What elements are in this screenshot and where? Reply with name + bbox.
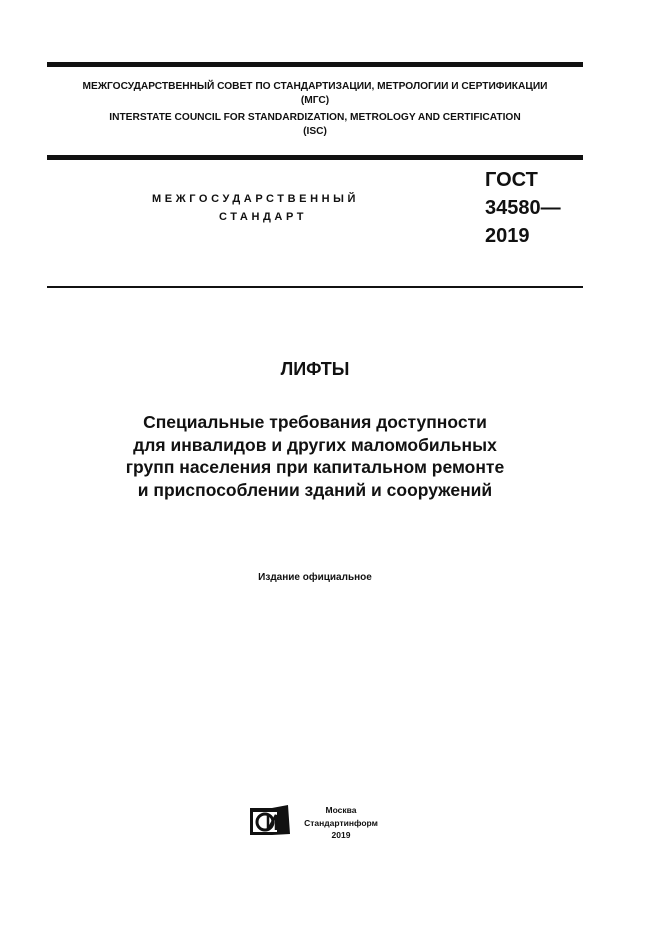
publisher-name: Стандартинформ xyxy=(304,817,378,828)
document-title: ЛИФТЫ xyxy=(280,359,350,379)
standard-type-line2: СТАНДАРТ xyxy=(219,211,308,223)
standard-type-line1: МЕЖГОСУДАРСТВЕННЫЙ xyxy=(152,193,360,205)
document-subtitle xyxy=(0,411,630,501)
publisher-year: 2019 xyxy=(331,830,351,840)
subtitle-line: Специальные требования доступности xyxy=(143,412,487,432)
publisher-logo-icon xyxy=(248,804,292,838)
council-header xyxy=(47,80,583,139)
edition-label: Издание официальное xyxy=(258,572,372,583)
council-en-abbr: (ISC) xyxy=(303,126,327,137)
top-rule xyxy=(47,62,583,67)
gost-number: 34580— xyxy=(485,197,561,219)
header-rule xyxy=(47,155,583,160)
subtitle-line: и приспособлении зданий и сооружений xyxy=(137,479,493,500)
gost-prefix: ГОСТ xyxy=(485,169,538,191)
designation-rule xyxy=(47,286,583,288)
subtitle-line: групп населения при капитальном ремонте xyxy=(125,457,505,477)
council-ru-abbr: (МГС) xyxy=(300,95,330,106)
publisher-city: Москва xyxy=(325,805,357,815)
council-ru-name: МЕЖГОСУДАРСТВЕННЫЙ СОВЕТ ПО СТАНДАРТИЗАЦИИ, МЕТРОЛОГИИ И СЕРТИФИКАЦИИ xyxy=(82,81,548,92)
gost-year: 2019 xyxy=(485,225,530,247)
gost-designation xyxy=(485,166,561,250)
publisher-block xyxy=(298,804,384,842)
council-en-name: INTERSTATE COUNCIL FOR STANDARDIZATION, METROLOGY AND CERTIFICATION xyxy=(109,112,521,123)
subtitle-line: для инвалидов и других маломобильных xyxy=(133,434,497,455)
